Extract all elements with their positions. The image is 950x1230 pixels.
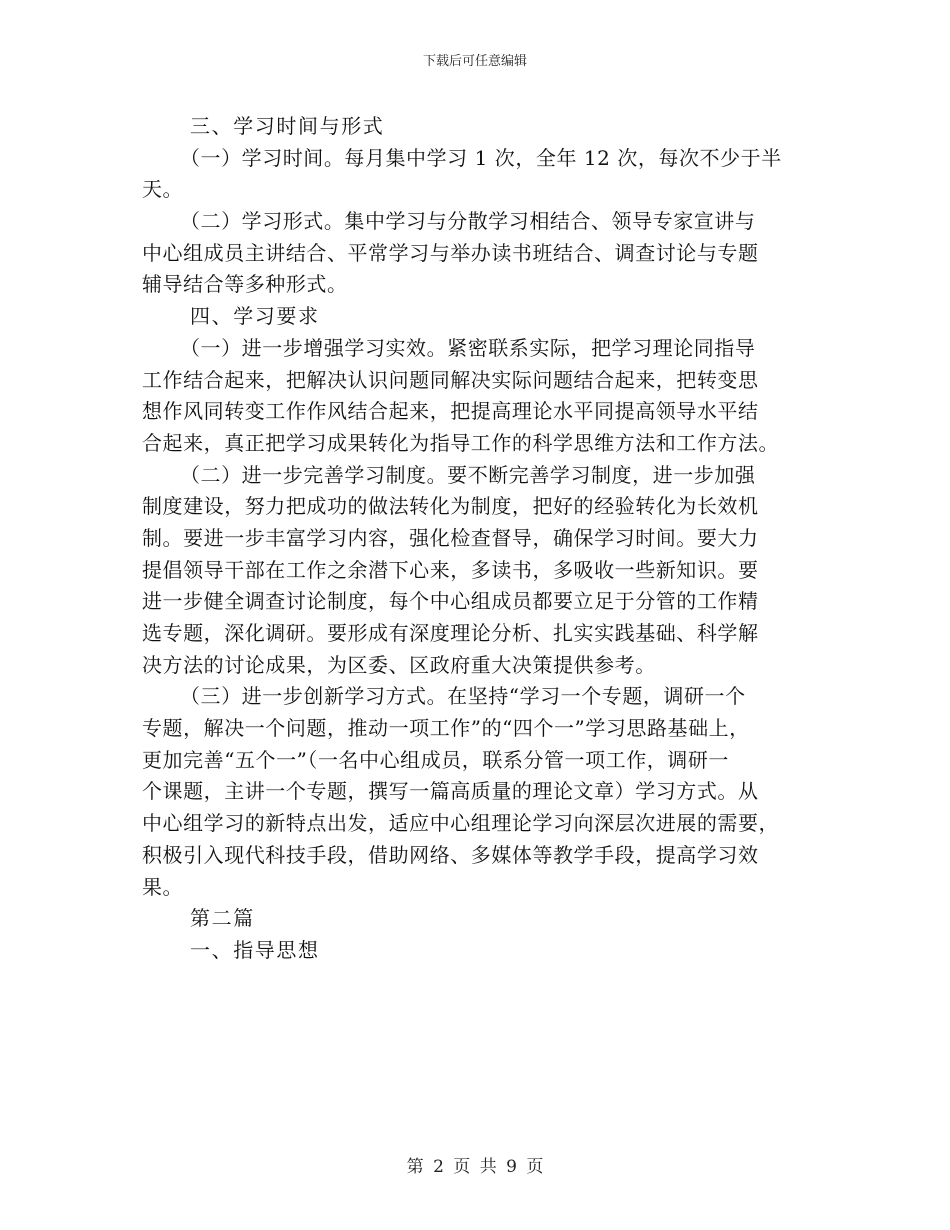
paragraph-line: 制。要进一步丰富学习内容，强化检查督导，确保学习时间。要大力 <box>142 525 759 550</box>
paragraph-line: 想作风同转变工作作风结合起来，把提高理论水平同提高领导水平结 <box>142 399 759 424</box>
paragraph-line: （一）进一步增强学习实效。紧密联系实际，把学习理论同指导 <box>180 335 756 360</box>
paragraph-line: （一）学习时间。每月集中学习 1 次，全年 12 次，每次不少于半 <box>180 145 782 170</box>
paragraph-line: 提倡领导干部在工作之余潜下心来，多读书，多吸收一些新知识。要 <box>142 557 759 582</box>
section-heading: 四、学习要求 <box>190 304 320 329</box>
paragraph-line: 决方法的讨论成果，为区委、区政府重大决策提供参考。 <box>142 652 656 677</box>
paragraph-line: 中心组成员主讲结合、平常学习与举办读书班结合、调查讨论与专题 <box>142 240 759 265</box>
paragraph-line: 个课题，主讲一个专题，撰写一篇高质量的理论文章）学习方式。从 <box>142 779 759 804</box>
paragraph-line: 天。 <box>142 177 184 202</box>
page-number: 第 2 页 共 9 页 <box>406 1157 544 1177</box>
paragraph-line: 专题，解决一个问题，推动一项工作”的“四个一”学习思路基础上， <box>142 716 750 741</box>
paragraph-line: 制度建设，努力把成功的做法转化为制度，把好的经验转化为长效机 <box>142 494 759 519</box>
page-header-note: 下载后可任意编辑 <box>422 54 527 69</box>
section-heading: 一、指导思想 <box>190 937 320 962</box>
paragraph-line: 进一步健全调查讨论制度，每个中心组成员都要立足于分管的工作精 <box>142 589 759 614</box>
paragraph-line: 辅导结合等多种形式。 <box>142 272 348 297</box>
paragraph-line: 果。 <box>142 874 184 899</box>
paragraph-line: 积极引入现代科技手段，借助网络、多媒体等教学手段，提高学习效 <box>142 842 759 867</box>
section-heading: 三、学习时间与形式 <box>190 114 385 138</box>
paragraph-line: （二）学习形式。集中学习与分散学习相结合、领导专家宣讲与 <box>180 209 756 234</box>
paragraph-line: 选专题，深化调研。要形成有深度理论分析、扎实实践基础、科学解 <box>142 621 759 645</box>
paragraph-line: （二）进一步完善学习制度。要不断完善学习制度，进一步加强 <box>180 462 756 487</box>
part-heading: 第二篇 <box>190 906 255 931</box>
document-body <box>142 111 808 967</box>
paragraph-line: 合起来，真正把学习成果转化为指导工作的科学思维方法和工作方法。 <box>142 430 780 455</box>
paragraph-line: 更加完善“五个一”（一名中心组成员，联系分管一项工作，调研一 <box>142 747 729 772</box>
paragraph-line: （三）进一步创新学习方式。在坚持“学习一个专题，调研一个 <box>180 684 746 709</box>
paragraph-line: 中心组学习的新特点出发，适应中心组理论学习向深层次进展的需要， <box>142 811 780 836</box>
paragraph-line: 工作结合起来，把解决认识问题同解决实际问题结合起来，把转变思 <box>142 367 759 392</box>
